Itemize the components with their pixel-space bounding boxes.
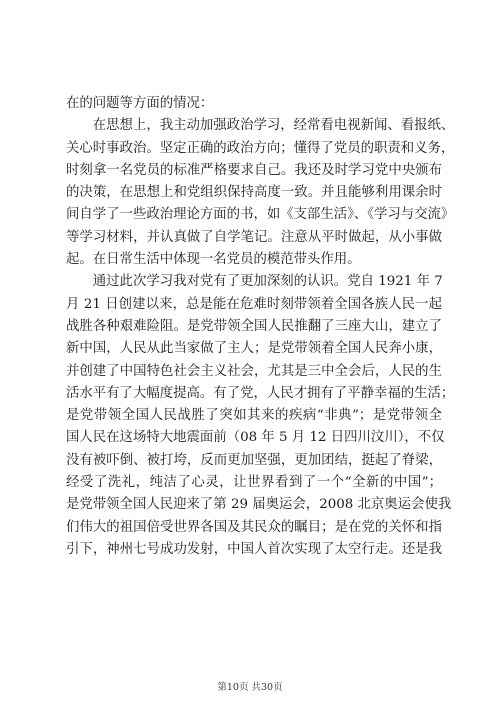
text-line: 等学习材料，并认真做了自学笔记。注意从平时做起，从小事做 (66, 229, 442, 245)
text-line: 起。在日常生活中体现一名党员的模范带头作用。 (66, 252, 361, 268)
text-line: 引下，神州七号成功发射，中国人首次实现了太空行走。还是我 (66, 541, 442, 557)
text-line: 月 21 日创建以来，总是能在危难时刻带领着全国各族人民一起 (66, 296, 442, 312)
document-body (66, 93, 455, 561)
text-line: 间自学了一些政治理论方面的书，如《支部生活》、《学习与交流》 (66, 207, 455, 223)
text-line: 经受了洗礼，纯洁了心灵，让世界看到了一个“全新的中国”； (66, 475, 442, 491)
text-line: 在的问题等方面的情况： (66, 96, 214, 111)
text-line: 时刻拿一名党员的标准严格要求自己。我还及时学习党中央颁布 (66, 162, 442, 178)
text-line: 战胜各种艰难险阻。是党带领全国人民推翻了三座大山，建立了 (66, 318, 442, 334)
text-line: 新中国，人民从此当家做了主人；是党带领着全国人民奔小康， (66, 341, 442, 357)
text-line: 们伟大的祖国倍受世界各国及其民众的瞩目；是在党的关怀和指 (66, 519, 442, 535)
text-line: 的决策，在思想上和党组织保持高度一致。并且能够利用课余时 (66, 185, 442, 201)
text-line: 国人民在这场特大地震面前（08 年 5 月 12 日四川汶川），不仅 (66, 430, 445, 446)
text-line: 通过此次学习我对党有了更加深刻的认识。党自 1921 年 7 (66, 274, 443, 290)
text-line: 活水平有了大幅度提高。有了党，人民才拥有了平静幸福的生活； (66, 385, 455, 401)
text-line: 并创建了中国特色社会主义社会，尤其是三中全会后，人民的生 (66, 363, 442, 379)
text-line: 是党带领全国人民战胜了突如其来的疾病“非典”；是党带领全 (66, 408, 442, 424)
text-line: 是党带领全国人民迎来了第 29 届奥运会，2008 北京奥运会使我 (66, 497, 452, 513)
page-number-footer: 第10页 共30页 (217, 682, 283, 693)
text-line: 在思想上，我主动加强政治学习，经常看电视新闻、看报纸、 (66, 118, 455, 134)
text-line: 没有被吓倒、被打垮，反而更加坚强，更加团结，挺起了脊梁， (66, 452, 442, 468)
text-line: 关心时事政治。坚定正确的政治方向；懂得了党员的职责和义务， (66, 140, 455, 156)
